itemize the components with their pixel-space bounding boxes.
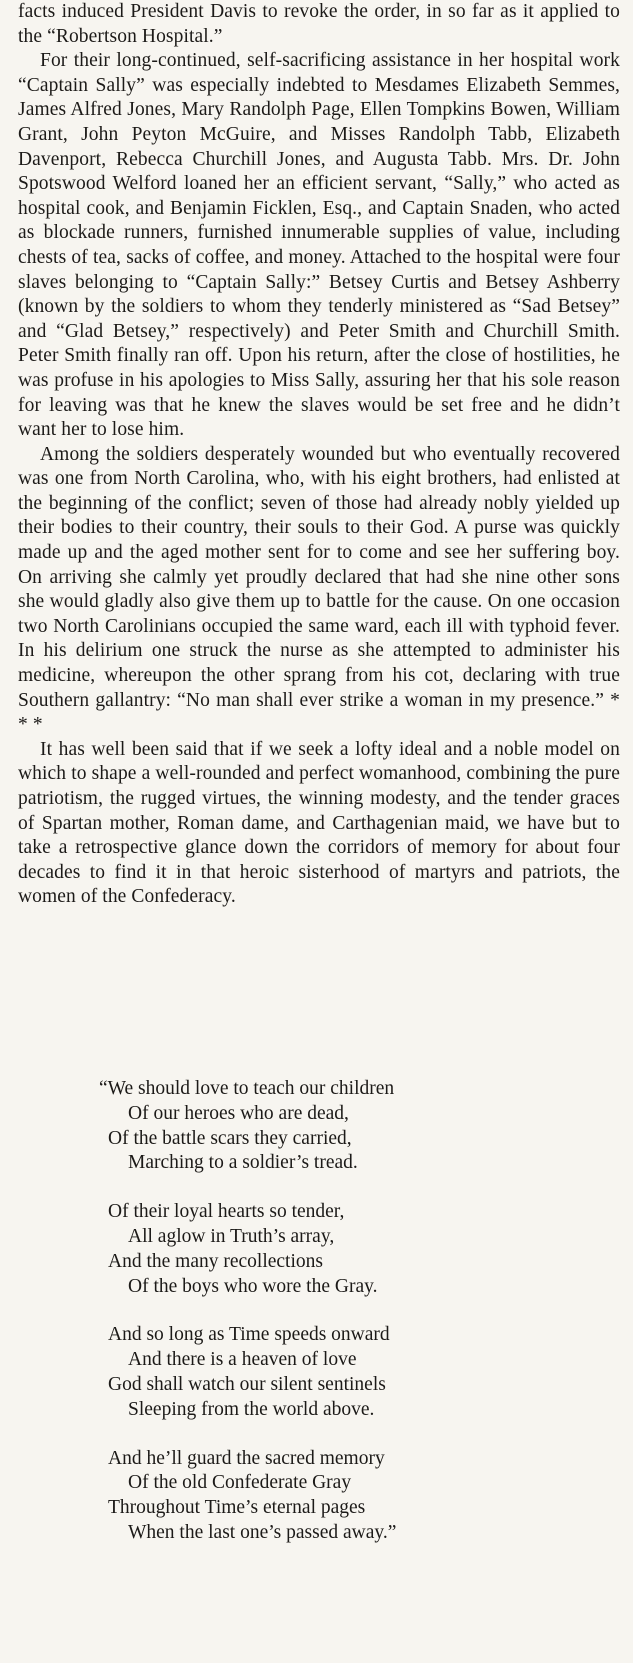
- poem-stanza: [99, 1077, 608, 1176]
- poem-line: And there is a heaven of love: [128, 1349, 357, 1371]
- poem-line: Of their loyal hearts so tender,: [108, 1201, 345, 1223]
- poem-line: And the many recollections: [108, 1250, 323, 1272]
- poem-line: Of the battle scars they carried,: [108, 1127, 352, 1149]
- paragraph: It has well been said that if we seek a lofty ideal and a noble model on which to shape a well-rounded and perfect womanhood, combining the pure patriotism, the rugged virtues, the winning modesty, and the tender graces of Spartan mother, Roman dame, and Carthagenian maid, we have but to take a retrospective glance down the corridors of memory for about four decades to find it in that heroic sisterhood of martyrs and patriots, the women of the Confederacy.: [18, 738, 620, 908]
- poem-line: Of the boys who wore the Gray.: [128, 1275, 378, 1297]
- poem-line: Of the old Confederate Gray: [128, 1472, 352, 1494]
- poem-line: Throughout Time’s eternal pages: [108, 1497, 366, 1519]
- poem-line: And he’ll guard the sacred memory: [108, 1447, 385, 1469]
- poem-line: God shall watch our silent sentinels: [108, 1373, 386, 1395]
- poem-line: “We should love to teach our children: [99, 1078, 395, 1099]
- poem: [99, 1077, 608, 1570]
- poem-line: All aglow in Truth’s array,: [128, 1225, 335, 1247]
- prose-body: [18, 0, 620, 910]
- paragraph: Among the soldiers desperately wounded but who eventually recovered was one from North Carolina, who, with his eight brothers, had enlisted at the beginning of the conflict; seven of those had already nobly yielded up their bodies to their country, their souls to their God. A purse was quickly made up and the aged mother sent for to come and see her suffering boy. On arriving she calmly yet proudly declared that had she nine other sons she would gladly also give them up to battle for the cause. On one occasion two North Carolinians occupied the same ward, each ill with typhoid fever. In his delirium one struck the nurse as she attempted to administer his medicine, whereupon the other sprang from his cot, declaring with true Southern gallantry: “No man shall ever strike a woman in my presence.” * * *: [18, 443, 620, 736]
- poem-line: Of our heroes who are dead,: [128, 1102, 349, 1124]
- poem-stanza: [108, 1447, 608, 1546]
- poem-line: And so long as Time speeds onward: [108, 1324, 390, 1346]
- paragraph: For their long-continued, self-sacrificing assistance in her hospital work “Captain Sally” was especially indebted to Mesdames Elizabeth Semmes, James Alfred Jones, Mary Randolph Page, Ellen Tompkins Bowen, William Grant, John Peyton McGuire, and Misses Randolph Tabb, Elizabeth Davenport, Rebecca Churchill Jones, and Augusta Tabb. Mrs. Dr. John Spotswood Welford loaned her an efficient servant, “Sally,” who acted as hospital cook, and Benjamin Ficklen, Esq., and Captain Snaden, who acted as blockade runners, furnished innumerable supplies of value, including chests of tea, sacks of coffee, and money. Attached to the hospital were four slaves belonging to “Captain Sally:” Betsey Curtis and Betsey Ashberry (known by the soldiers to whom they tenderly ministered as “Sad Betsey” and “Glad Betsey,” respectively) and Peter Smith and Churchill Smith. Peter Smith finally ran off. Upon his return, after the close of hostilities, he was profuse in his apologies to Miss Sally, assuring her that his sole reason for leaving was that he knew the slaves would be set free and he didn’t want her to lose him.: [18, 50, 620, 441]
- poem-stanza: [108, 1323, 608, 1422]
- poem-line: Marching to a soldier’s tread.: [128, 1152, 358, 1174]
- poem-line: Sleeping from the world above.: [128, 1398, 375, 1420]
- paragraph: facts induced President Davis to revoke the order, in so far as it applied to the “Robertson Hospital.”: [18, 1, 620, 47]
- poem-stanza: [108, 1200, 608, 1299]
- poem-line: When the last one’s passed away.”: [128, 1521, 397, 1543]
